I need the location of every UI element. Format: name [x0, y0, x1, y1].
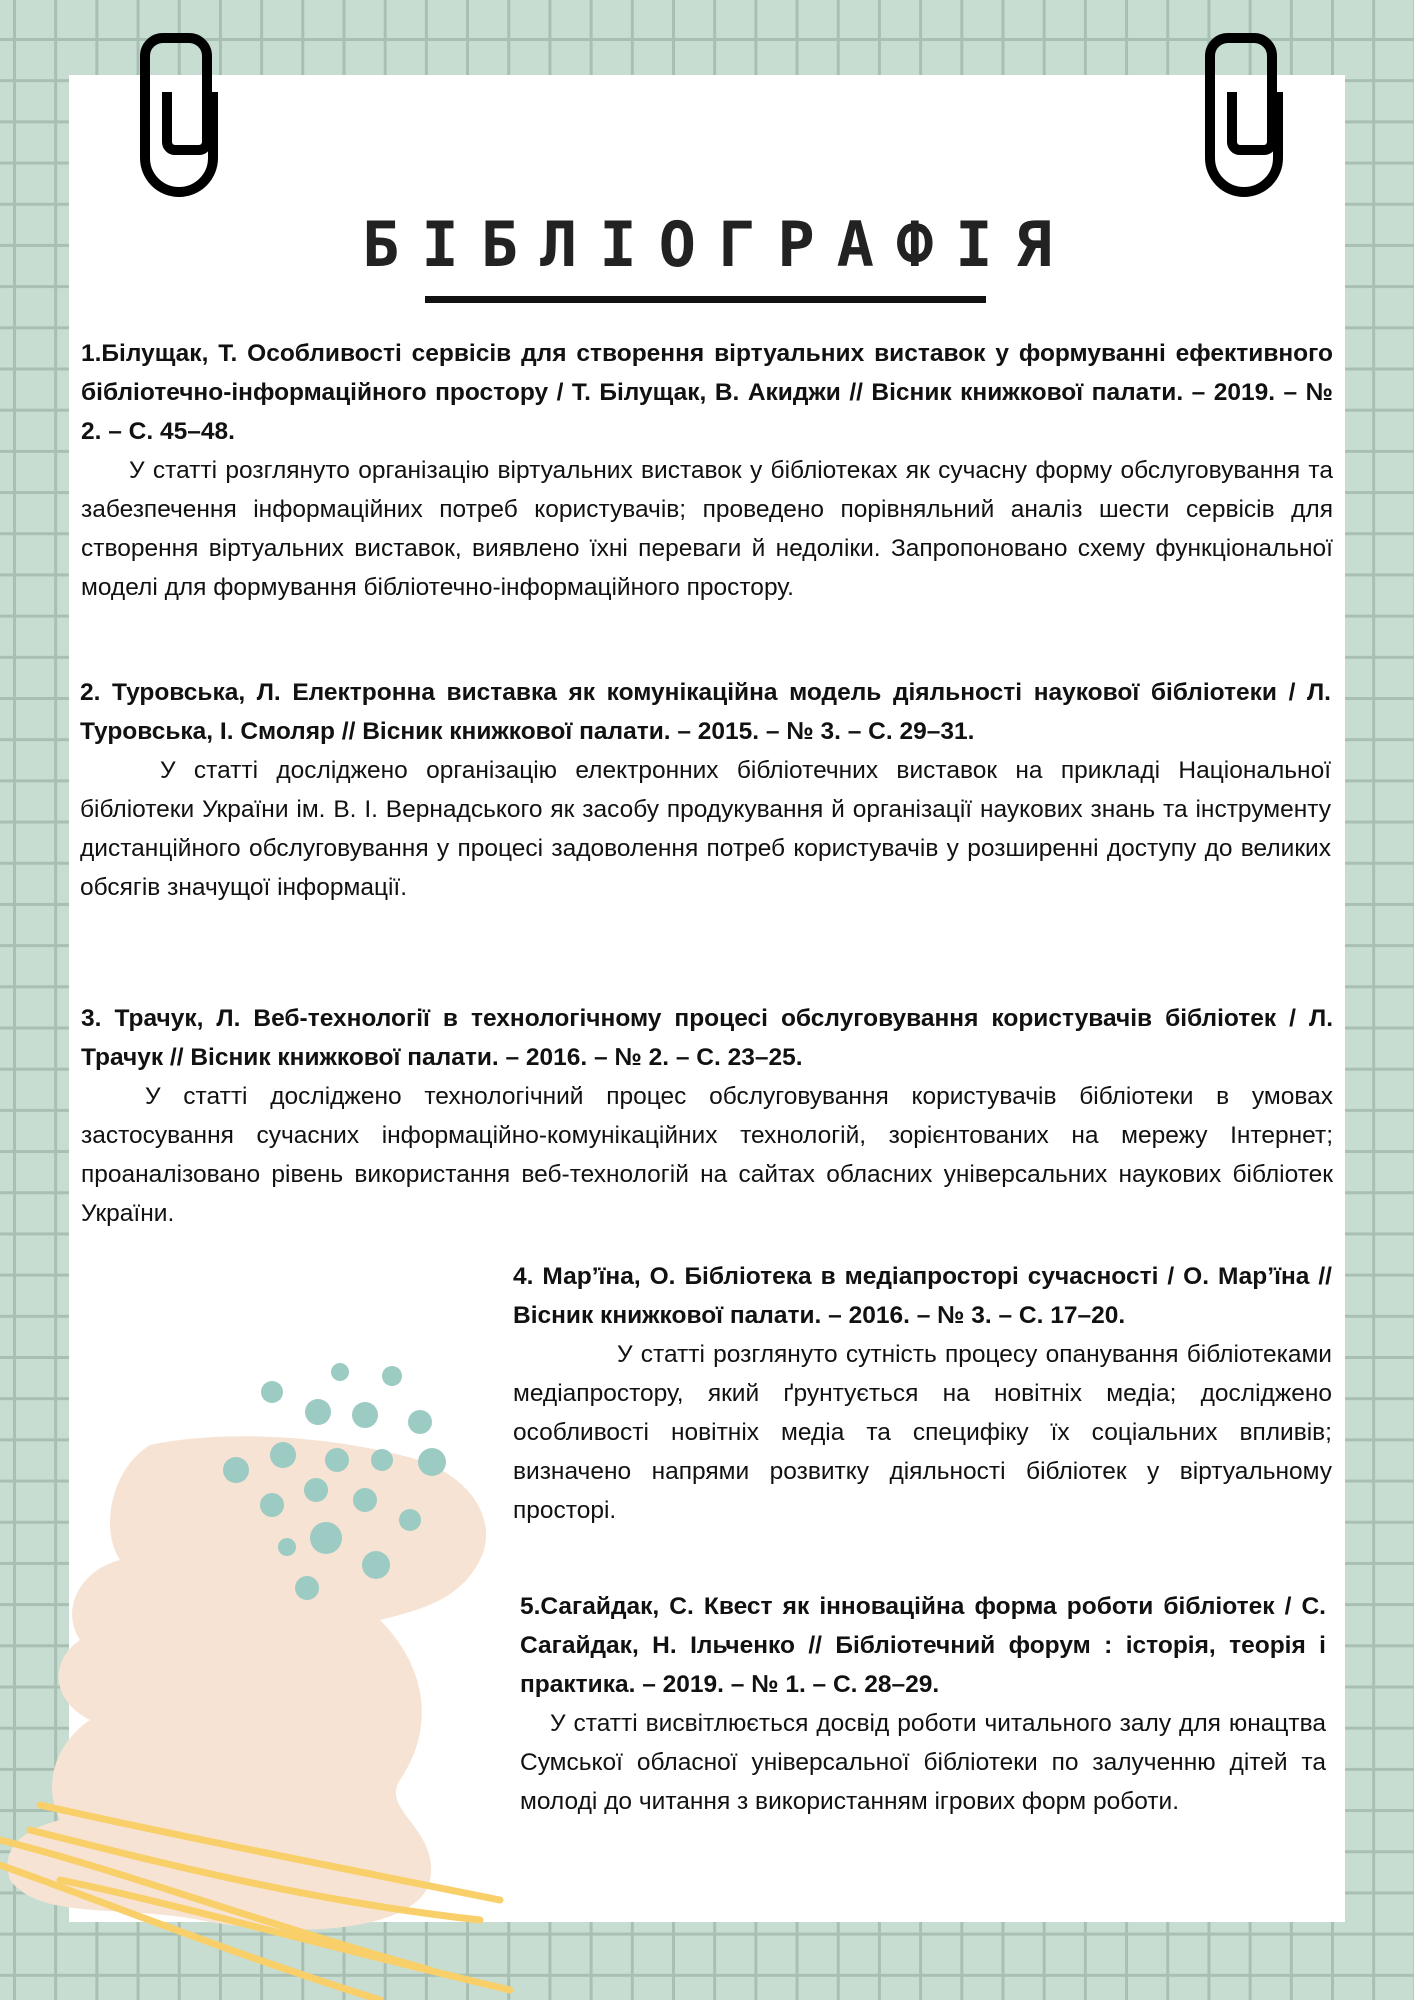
entry-citation: 4. Мар’їна, О. Бібліотека в медіапросторі сучасності / О. Мар’їна // Вісник книжкової палати. – 2016. – № 3. – С. 17–20. [513, 1263, 1332, 1329]
title-underline [425, 296, 986, 303]
paperclip-icon [137, 30, 223, 198]
bibliography-entry-1 [81, 334, 1333, 607]
entry-description: У статті висвітлюється досвід роботи читального залу для юнацтва Сумської обласної універсальної бібліотеки по залученню дітей та молоді до читання з використанням ігрових форм роботи. [520, 1710, 1326, 1815]
entry-citation: 5.Сагайдак, С. Квест як інноваційна форма роботи бібліотек / С. Сагайдак, Н. Ільченко // Бібліотечний форум : історія, теорія і практика. – 2019. – № 1. – С. 28–29. [520, 1593, 1326, 1698]
bibliography-entry-4 [513, 1257, 1332, 1530]
entry-description: У статті досліджено технологічний процес обслуговування користувачів бібліотеки в умовах застосування сучасних інформаційно-комунікаційних технологій, зорієнтованих на мережу Інтернет; проаналізовано рівень використання веб-технологій на сайтах обласних універсальних наукових бібліотек України. [81, 1083, 1333, 1227]
entry-citation: 2. Туровська, Л. Електронна виставка як комунікаційна модель діяльності наукової бібліотеки / Л. Туровська, І. Смоляр // Вісник книжкової палати. – 2015. – № 3. – С. 29–31. [80, 679, 1331, 745]
bibliography-entry-3 [81, 999, 1333, 1233]
page-title: БІБЛІОГРАФІЯ [362, 208, 1074, 281]
bibliography-entry-2 [80, 673, 1331, 907]
entry-description: У статті досліджено організацію електронних бібліотечних виставок на прикладі Національної бібліотеки України ім. В. І. Вернадського як засобу продукування й організації наукових знань та інструменту дистанційного обслуговування у процесі задоволення потреб користувачів у розширенні доступу до великих обсягів значущої інформації. [80, 757, 1331, 901]
paperclip-icon [1202, 30, 1288, 198]
decorative-brush-art [0, 1360, 520, 2000]
bibliography-entry-5 [520, 1587, 1326, 1821]
entry-citation: 3. Трачук, Л. Веб-технології в технологічному процесі обслуговування користувачів бібліотек / Л. Трачук // Вісник книжкової палати. – 2016. – № 2. – С. 23–25. [81, 1005, 1333, 1071]
entry-description: У статті розглянуто організацію віртуальних виставок у бібліотеках як сучасну форму обслуговування та забезпечення інформаційних потреб користувачів; проведено порівняльний аналіз шести сервісів для створення віртуальних виставок, виявлено їхні переваги й недоліки. Запропоновано схему функціональної моделі для формування бібліотечно-інформаційного простору. [81, 457, 1333, 601]
entry-description: У статті розглянуто сутність процесу опанування бібліотеками медіапростору, який ґрунтується на новітніх медіа; досліджено особливості новітніх медіа та специфіку їх соціальних впливів; визначено напрями розвитку діяльності бібліотек у віртуальному просторі. [513, 1341, 1332, 1524]
entry-citation: 1.Білущак, Т. Особливості сервісів для створення віртуальних виставок у формуванні ефективного бібліотечно-інформаційного простору / Т. Білущак, В. Акиджи // Вісник книжкової палати. – 2019. – № 2. – С. 45–48. [81, 340, 1333, 445]
